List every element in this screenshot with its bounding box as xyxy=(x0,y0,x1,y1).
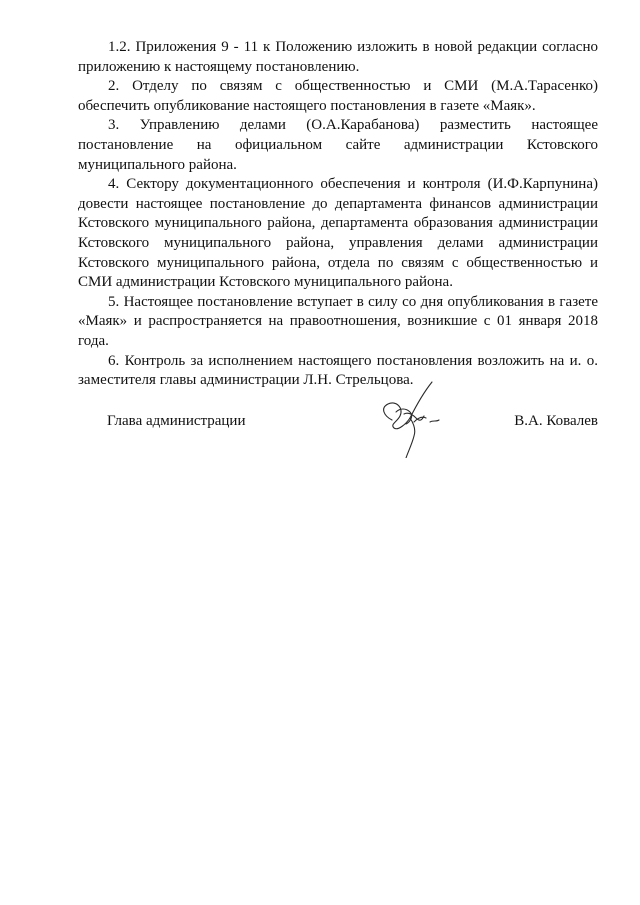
paragraph-6: 6. Контроль за исполнением настоящего постановления возложить на и. о. заместителя главы администрации Л.Н. Стрельцова. xyxy=(78,352,598,389)
signature-block xyxy=(0,410,640,450)
signatory-title: Глава администрации xyxy=(107,413,246,429)
paragraph-3: 3. Управлению делами (О.А.Карабанова) разместить настоящее постановление на официальном сайте администрации Кстовского муниципального района. xyxy=(78,117,598,173)
paragraph-1-2: 1.2. Приложения 9 - 11 к Положению изложить в новой редакции согласно приложению к настоящему постановлению. xyxy=(78,39,598,75)
paragraph-2: 2. Отделу по связям с общественностью и СМИ (М.А.Тарасенко) обеспечить опубликование настоящего постановления в газете «Маяк». xyxy=(78,78,598,114)
paragraph-5: 5. Настоящее постановление вступает в силу со дня опубликования в газете «Маяк» и распространяется на правоотношения, возникшие с 01 января 2018 года. xyxy=(78,293,598,349)
paragraph-4: 4. Сектору документационного обеспечения и контроля (И.Ф.Карпунина) довести настоящее постановление до департамента финансов администрации Кстовского муниципального района, департамента образования администрации Кстовского муниципального района, управления делами администрации Кстовского муниципального района, отдела по связям с общественностью и СМИ администрации Кстовского муниципального района. xyxy=(78,176,598,291)
document-body xyxy=(78,38,598,391)
handwritten-signature xyxy=(370,378,450,458)
signatory-name: В.А. Ковалев xyxy=(514,413,598,429)
